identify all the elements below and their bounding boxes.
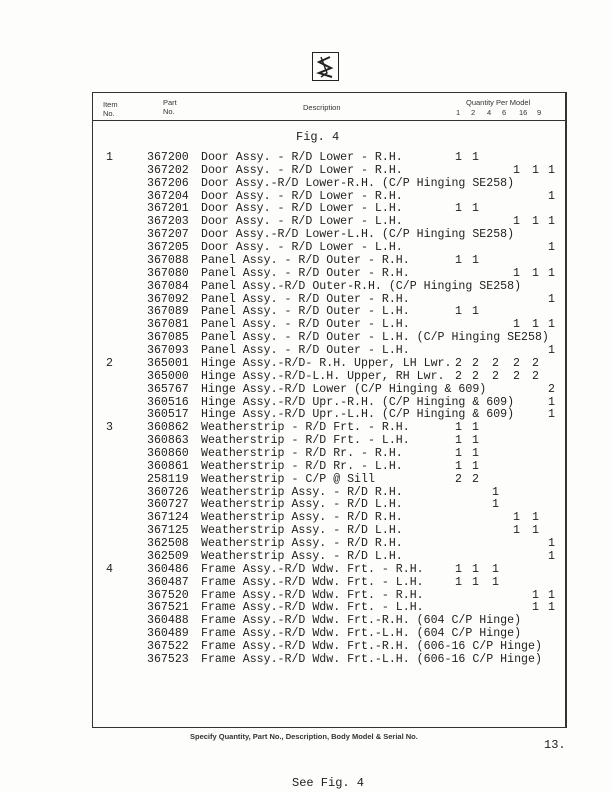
quantity-cell: 1 — [472, 151, 479, 164]
part-number: 367084 — [147, 279, 189, 293]
part-description: Weatherstrip Assy. - R/D R.H. — [201, 511, 403, 525]
quantity-cell: 1 — [532, 601, 539, 615]
table-row — [0, 563, 612, 576]
part-number: 365001 — [147, 356, 189, 370]
quantity-cell: 1 — [548, 318, 555, 332]
table-row — [0, 486, 612, 499]
table-row — [0, 357, 612, 370]
part-description: Door Assy. - R/D Lower - L.H. — [201, 202, 403, 216]
quantity-cell: 1 — [455, 562, 462, 576]
part-number: 367522 — [147, 640, 189, 654]
item-header-line2: No. — [103, 109, 115, 118]
part-number: 367125 — [147, 524, 189, 538]
quantity-cell: 1 — [548, 241, 555, 255]
quantity-cell: 1 — [532, 588, 539, 602]
part-number: 365000 — [147, 369, 189, 383]
table-row — [0, 640, 612, 653]
part-number: 367205 — [147, 241, 189, 255]
model-header: 4 — [487, 108, 492, 117]
table-row — [0, 215, 612, 228]
item-number: 3 — [106, 421, 113, 435]
table-row — [0, 537, 612, 550]
table-row — [0, 653, 612, 666]
table-row — [0, 589, 612, 602]
table-row — [0, 627, 612, 640]
part-header-line1: Part — [163, 98, 177, 107]
quantity-cell: 1 — [455, 459, 462, 473]
item-number: 2 — [106, 356, 113, 370]
table-row — [0, 331, 612, 344]
part-number: 360727 — [147, 498, 189, 512]
part-number: 367201 — [147, 202, 189, 216]
quantity-cell: 1 — [513, 511, 520, 525]
part-description: Panel Assy. - R/D Outer - R.H. — [201, 253, 410, 267]
quantity-cell: 1 — [455, 151, 462, 164]
quantity-cell: 1 — [455, 305, 462, 319]
quantity-cell: 1 — [548, 163, 555, 177]
part-description: Door Assy.-R/D Lower-R.H. (C/P Hinging SE258) — [201, 176, 515, 190]
quantity-cell: 1 — [492, 498, 499, 512]
part-number: 367204 — [147, 189, 189, 203]
part-number: 367203 — [147, 215, 189, 229]
part-number: 360862 — [147, 421, 189, 435]
quantity-cell: 1 — [472, 447, 479, 460]
quantity-cell: 1 — [492, 485, 499, 499]
quantity-cell: 1 — [548, 266, 555, 280]
part-description: Door Assy. - R/D Lower - R.H. — [201, 189, 403, 203]
footer-note: Specify Quantity, Part No., Description, Body Model & Serial No. — [190, 732, 418, 741]
table-row — [0, 370, 612, 383]
item-number: 1 — [106, 151, 113, 164]
part-description: Weatherstrip - R/D Rr. - L.H. — [201, 459, 403, 473]
page-number: 13. — [544, 738, 566, 752]
quantity-cell: 1 — [513, 266, 520, 280]
part-description: Weatherstrip - R/D Frt. - R.H. — [201, 421, 410, 435]
quantity-cell: 1 — [532, 524, 539, 538]
part-description: Panel Assy. - R/D Outer - L.H. — [201, 305, 410, 319]
quantity-cell: 1 — [472, 305, 479, 319]
table-row — [0, 305, 612, 318]
quantity-cell: 1 — [472, 421, 479, 435]
quantity-cell: 1 — [472, 575, 479, 589]
quantity-cell: 1 — [548, 292, 555, 306]
part-description: Frame Assy.-R/D Wdw. Frt. - R.H. — [201, 562, 424, 576]
part-description: Hinge Assy.-R/D- R.H. Upper, LH Lwr. — [201, 356, 452, 370]
part-number: 360486 — [147, 562, 189, 576]
table-row — [0, 254, 612, 267]
quantity-cell: 1 — [455, 575, 462, 589]
quantity-cell: 1 — [492, 575, 499, 589]
part-number: 365767 — [147, 382, 189, 396]
table-row — [0, 601, 612, 614]
part-number: 367207 — [147, 228, 189, 242]
quantity-cell: 1 — [455, 421, 462, 435]
part-description: Panel Assy.-R/D Outer-R.H. (C/P Hinging SE258) — [201, 279, 522, 293]
part-number: 367093 — [147, 344, 189, 358]
part-description: Panel Assy. - R/D Outer - L.H. — [201, 318, 410, 332]
part-number: 258119 — [147, 472, 189, 486]
quantity-cell: 1 — [548, 344, 555, 358]
table-row — [0, 280, 612, 293]
table-row — [0, 241, 612, 254]
quantity-cell: 2 — [472, 356, 479, 370]
part-description: Weatherstrip Assy. - R/D R.H. — [201, 485, 403, 499]
model-header: 2 — [471, 108, 476, 117]
part-number: 367124 — [147, 511, 189, 525]
item-number: 4 — [106, 562, 113, 576]
quantity-cell: 1 — [548, 215, 555, 229]
part-description: Panel Assy. - R/D Outer - L.H. — [201, 344, 410, 358]
table-row — [0, 434, 612, 447]
quantity-cell: 2 — [455, 356, 462, 370]
table-row — [0, 421, 612, 434]
table-row — [0, 383, 612, 396]
part-description: Weatherstrip Assy. - R/D L.H. — [201, 498, 403, 512]
quantity-cell: 2 — [492, 369, 499, 383]
part-number: 360488 — [147, 614, 189, 628]
table-row — [0, 267, 612, 280]
part-number: 360489 — [147, 627, 189, 641]
table-row — [0, 318, 612, 331]
table-row — [0, 190, 612, 203]
quantity-cell: 1 — [548, 395, 555, 409]
figure-title: Fig. 4 — [296, 130, 340, 144]
description-header: Description — [303, 103, 341, 112]
quantity-cell: 1 — [513, 215, 520, 229]
item-header-line1: Item — [103, 100, 118, 109]
part-description: Weatherstrip - R/D Frt. - L.H. — [201, 434, 410, 448]
part-description: Hinge Assy.-R/D Upr.-L.H. (C/P Hinging & 609) — [201, 408, 515, 422]
part-number: 360860 — [147, 447, 189, 460]
part-number: 367206 — [147, 176, 189, 190]
part-number: 367200 — [147, 151, 189, 164]
part-description: Frame Assy.-R/D Wdw. Frt. - R.H. — [201, 588, 424, 602]
part-number: 360863 — [147, 434, 189, 448]
table-row — [0, 511, 612, 524]
quantity-cell: 1 — [548, 549, 555, 563]
part-number: 367521 — [147, 601, 189, 615]
quantity-cell: 2 — [455, 472, 462, 486]
quantity-cell: 1 — [513, 163, 520, 177]
model-header: 1 — [456, 108, 461, 117]
quantity-cell: 1 — [513, 524, 520, 538]
table-row — [0, 447, 612, 460]
part-number: 367092 — [147, 292, 189, 306]
quantity-cell: 1 — [472, 434, 479, 448]
part-number: 360517 — [147, 408, 189, 422]
part-description: Weatherstrip Assy. - R/D L.H. — [201, 549, 403, 563]
part-description: Frame Assy.-R/D Wdw. Frt. - L.H. — [201, 575, 424, 589]
table-row — [0, 524, 612, 537]
part-description: Hinge Assy.-R/D Upr.-R.H. (C/P Hinging & 609) — [201, 395, 515, 409]
part-number: 367089 — [147, 305, 189, 319]
see-figure: See Fig. 4 — [292, 776, 365, 790]
header-divider — [92, 120, 566, 121]
quantity-cell: 1 — [472, 253, 479, 267]
table-row — [0, 396, 612, 409]
quantity-cell: 2 — [492, 356, 499, 370]
quantity-header: Quantity Per Model — [466, 98, 531, 107]
table-row — [0, 164, 612, 177]
quantity-cell: 2 — [548, 382, 555, 396]
part-number: 367523 — [147, 652, 189, 666]
part-description: Frame Assy.-R/D Wdw. Frt.-R.H. (604 C/P Hinge) — [201, 614, 522, 628]
quantity-cell: 1 — [548, 588, 555, 602]
part-description: Frame Assy.-R/D Wdw. Frt.-L.H. (606-16 C/P Hinge) — [201, 652, 542, 666]
quantity-cell: 1 — [455, 447, 462, 460]
quantity-cell: 2 — [513, 369, 520, 383]
quantity-cell: 1 — [472, 562, 479, 576]
part-description: Door Assy. - R/D Lower - L.H. — [201, 215, 403, 229]
part-number: 360516 — [147, 395, 189, 409]
logo-s-icon — [313, 53, 338, 80]
part-description: Weatherstrip - C/P @ Sill — [201, 472, 375, 486]
table-row — [0, 550, 612, 563]
item-no-header — [103, 100, 118, 118]
quantity-cell: 2 — [472, 369, 479, 383]
quantity-cell: 2 — [532, 356, 539, 370]
quantity-cell: 2 — [532, 369, 539, 383]
part-description: Panel Assy. - R/D Outer - R.H. — [201, 292, 410, 306]
part-description: Frame Assy.-R/D Wdw. Frt.-R.H. (606-16 C/P Hinge) — [201, 640, 542, 654]
table-row — [0, 576, 612, 589]
part-description: Door Assy. - R/D Lower - R.H. — [201, 163, 403, 177]
quantity-cell: 1 — [455, 202, 462, 216]
table-row — [0, 408, 612, 421]
part-description: Frame Assy.-R/D Wdw. Frt.-L.H. (604 C/P Hinge) — [201, 627, 522, 641]
quantity-cell: 2 — [513, 356, 520, 370]
part-number: 367520 — [147, 588, 189, 602]
part-number: 367080 — [147, 266, 189, 280]
part-number: 360726 — [147, 485, 189, 499]
quantity-cell: 1 — [455, 434, 462, 448]
part-number: 367088 — [147, 253, 189, 267]
quantity-cell: 1 — [532, 511, 539, 525]
table-row — [0, 228, 612, 241]
table-row — [0, 202, 612, 215]
part-description: Frame Assy.-R/D Wdw. Frt. - L.H. — [201, 601, 424, 615]
table-row — [0, 473, 612, 486]
table-row — [0, 614, 612, 627]
model-header: 9 — [537, 108, 542, 117]
part-number: 360861 — [147, 459, 189, 473]
part-description: Door Assy.-R/D Lower-L.H. (C/P Hinging SE258) — [201, 228, 515, 242]
part-description: Door Assy. - R/D Lower - L.H. — [201, 241, 403, 255]
table-row — [0, 293, 612, 306]
quantity-cell: 1 — [532, 215, 539, 229]
part-header-line2: No. — [163, 107, 175, 116]
quantity-cell: 1 — [532, 163, 539, 177]
table-row — [0, 498, 612, 511]
part-description: Door Assy. - R/D Lower - R.H. — [201, 151, 403, 164]
part-description: Weatherstrip Assy. - R/D L.H. — [201, 524, 403, 538]
quantity-cell: 1 — [548, 189, 555, 203]
quantity-cell: 1 — [548, 601, 555, 615]
part-description: Panel Assy. - R/D Outer - L.H. (C/P Hinging SE258) — [201, 331, 549, 345]
part-number: 367081 — [147, 318, 189, 332]
model-header: 16 — [519, 108, 528, 117]
quantity-cell: 2 — [472, 472, 479, 486]
quantity-cell: 1 — [472, 202, 479, 216]
brand-logo — [312, 52, 339, 81]
quantity-cell: 1 — [513, 318, 520, 332]
part-number: 367085 — [147, 331, 189, 345]
table-row — [0, 460, 612, 473]
quantity-cell: 2 — [455, 369, 462, 383]
part-description: Weatherstrip Assy. - R/D R.H. — [201, 537, 403, 551]
quantity-cell: 1 — [455, 253, 462, 267]
quantity-cell: 1 — [492, 562, 499, 576]
quantity-cell: 1 — [472, 459, 479, 473]
part-number: 362509 — [147, 549, 189, 563]
part-number: 367202 — [147, 163, 189, 177]
quantity-cell: 1 — [532, 266, 539, 280]
part-description: Hinge Assy.-R/D Lower (C/P Hinging & 609) — [201, 382, 487, 396]
table-row — [0, 344, 612, 357]
part-number: 362508 — [147, 537, 189, 551]
table-row — [0, 177, 612, 190]
quantity-cell: 1 — [548, 537, 555, 551]
quantity-cell: 1 — [548, 408, 555, 422]
part-no-header — [163, 98, 177, 116]
part-description: Hinge Assy.-R/D-L.H. Upper, RH Lwr. — [201, 369, 445, 383]
quantity-cell: 1 — [532, 318, 539, 332]
model-header: 6 — [502, 108, 507, 117]
part-description: Panel Assy. - R/D Outer - R.H. — [201, 266, 410, 280]
part-description: Weatherstrip - R/D Rr. - R.H. — [201, 447, 403, 460]
table-row — [0, 151, 612, 164]
part-number: 360487 — [147, 575, 189, 589]
